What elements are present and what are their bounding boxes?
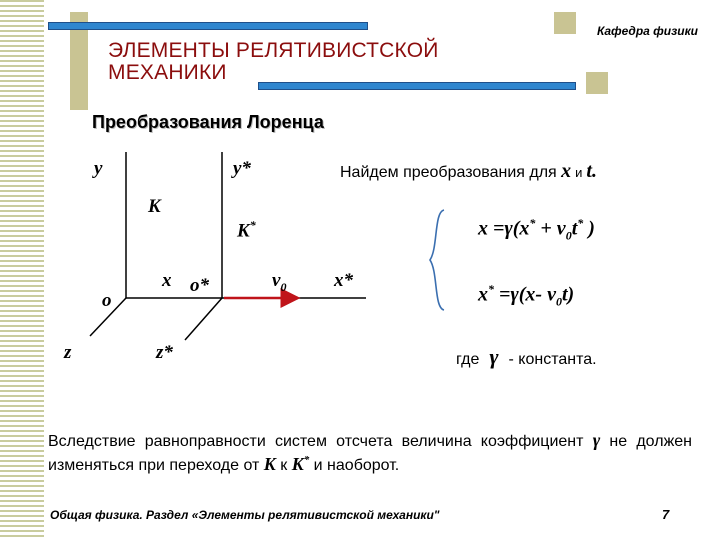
- system-brace: [426, 208, 450, 312]
- label-origin: o: [102, 290, 112, 311]
- label-x-star: x*: [334, 270, 353, 291]
- label-frame-K: K: [148, 196, 161, 217]
- find-transformations-text: Найдем преобразования для x и t.: [340, 160, 597, 182]
- course-footer: Общая физика. Раздел «Элементы релятивистской механики": [50, 508, 440, 522]
- equation-x: $x =\gamma(x^* + v_0t^*$ ): [478, 216, 595, 243]
- explanation-paragraph: Вследствие равноправности систем отсчета величина коэффициент γ не должен изменяться при переходе от K к K* и наоборот.: [48, 430, 693, 474]
- label-origin-star: o*: [190, 275, 209, 296]
- label-y: y: [94, 158, 103, 179]
- label-velocity: $v_0$: [272, 270, 287, 294]
- department-label: Кафедра физики: [596, 24, 698, 38]
- axis-z-star: [185, 298, 222, 340]
- section-heading: Преобразования Лоренца: [92, 112, 324, 132]
- page-number: 7: [662, 507, 670, 522]
- label-y-star: y*: [233, 158, 251, 179]
- label-z-star: z*: [156, 342, 173, 363]
- label-frame-K-star: K*: [237, 218, 256, 242]
- slide-title: ЭЛЕМЕНТЫ РЕЛЯТИВИСТСКОЙ МЕХАНИКИ: [108, 39, 439, 84]
- gamma-note: где γ - константа.: [456, 344, 597, 369]
- equation-x-star: x* =γ(x- $v_0t$): [478, 282, 575, 309]
- label-z: z: [64, 342, 72, 363]
- label-x: x: [162, 270, 172, 291]
